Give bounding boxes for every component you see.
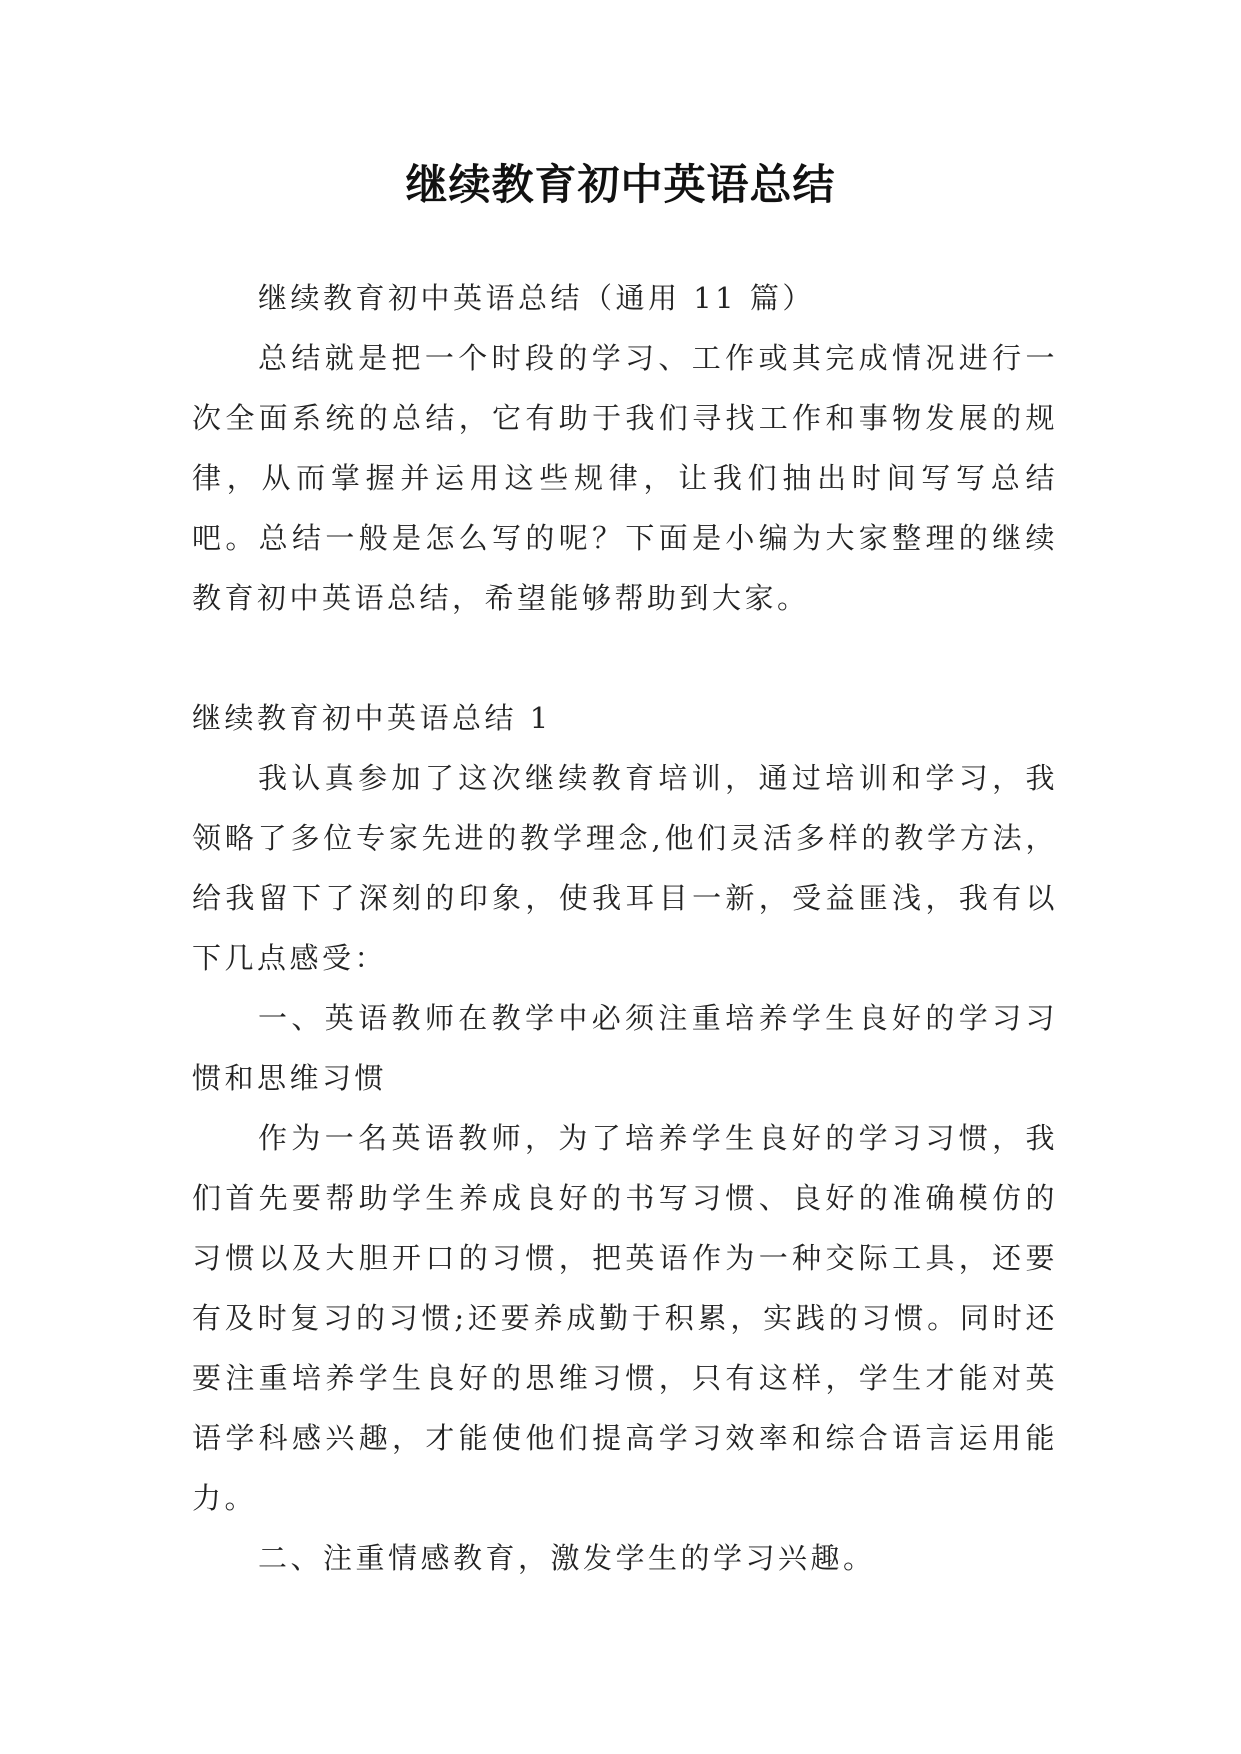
section-heading: 继续教育初中英语总结 1 <box>192 701 552 735</box>
spacer <box>192 628 1058 688</box>
body-paragraph: 一、英语教师在教学中必须注重培养学生良好的学习习惯和思维习惯 <box>192 1001 1058 1095</box>
intro-paragraph: 总结就是把一个时段的学习、工作或其完成情况进行一次全面系统的总结，它有助于我们寻找工作和事物发展的规律，从而掌握并运用这些规律，让我们抽出时间写写总结吧。总结一般是怎么写的呢？下面是小编为大家整理的继续教育初中英语总结，希望能够帮助到大家。 <box>192 341 1058 615</box>
body-paragraph: 二、注重情感教育，激发学生的学习兴趣。 <box>258 1541 876 1575</box>
document-subtitle: 继续教育初中英语总结（通用 11 篇） <box>258 281 815 315</box>
body-paragraph: 我认真参加了这次继续教育培训，通过培训和学习，我领略了多位专家先进的教学理念,他们灵活多样的教学方法，给我留下了深刻的印象，使我耳目一新，受益匪浅，我有以下几点感受： <box>192 761 1058 975</box>
document-title: 继续教育初中英语总结 <box>405 160 836 209</box>
body-paragraph: 作为一名英语教师，为了培养学生良好的学习习惯，我们首先要帮助学生养成良好的书写习惯、良好的准确模仿的习惯以及大胆开口的习惯，把英语作为一种交际工具，还要有及时复习的习惯;还要养成勤于积累，实践的习惯。同时还要注重培养学生良好的思维习惯，只有这样，学生才能对英语学科感兴趣，才能使他们提高学习效率和综合语言运用能力。 <box>192 1121 1058 1515</box>
document-body <box>192 268 1058 1588</box>
